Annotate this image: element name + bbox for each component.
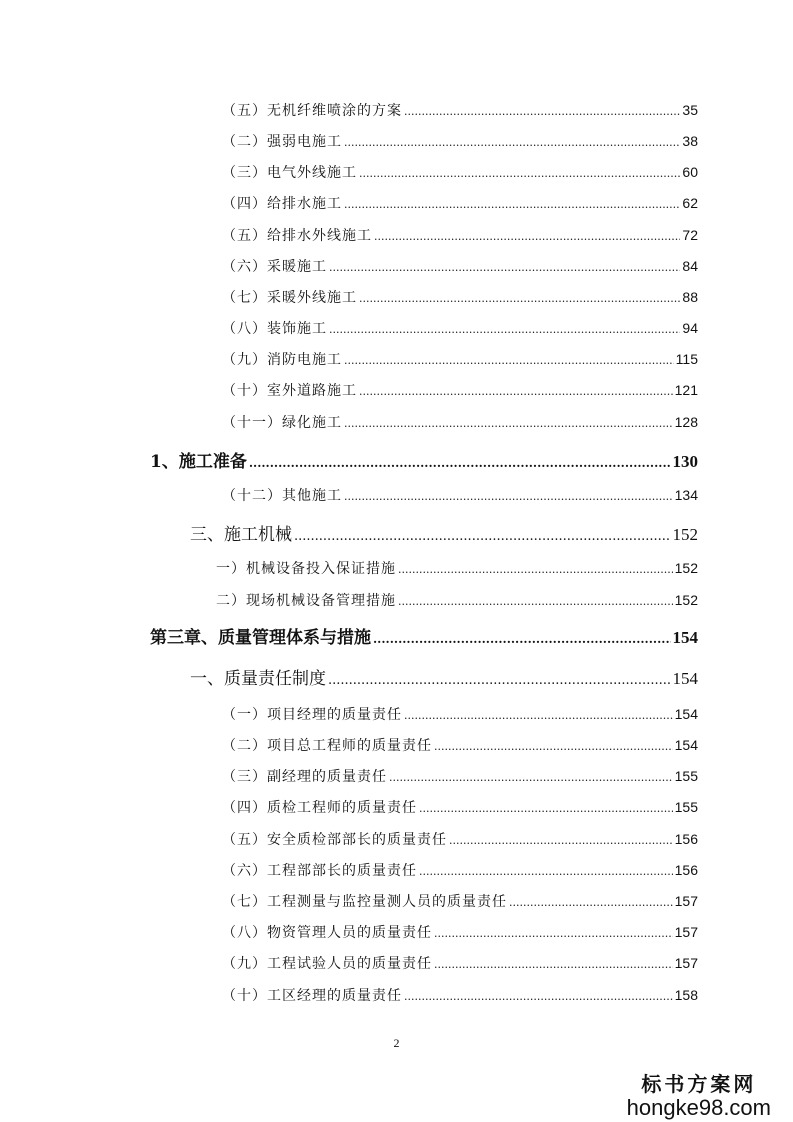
toc-entry[interactable] bbox=[222, 256, 698, 276]
toc-dot-leader bbox=[329, 261, 680, 274]
toc-entry[interactable] bbox=[150, 623, 698, 648]
toc-entry-title: （十一）绿化施工 bbox=[222, 415, 342, 431]
toc-entry[interactable] bbox=[222, 922, 698, 942]
toc-entry-title: 三、施工机械 bbox=[190, 525, 292, 545]
toc-entry-title: （八）物资管理人员的质量责任 bbox=[222, 925, 432, 941]
toc-entry[interactable] bbox=[222, 985, 698, 1005]
toc-entry-title: （四）质检工程师的质量责任 bbox=[222, 800, 417, 816]
toc-dot-leader bbox=[344, 354, 674, 367]
toc-entry-page-number: 155 bbox=[674, 799, 698, 815]
toc-dot-leader bbox=[434, 740, 673, 753]
toc-entry[interactable] bbox=[222, 318, 698, 338]
toc-entry-page-number: 152 bbox=[672, 525, 698, 544]
toc-entry-title: 第三章、质量管理体系与措施 bbox=[150, 628, 371, 648]
toc-entry-title: 二）现场机械设备管理措施 bbox=[216, 593, 396, 609]
toc-dot-leader bbox=[389, 771, 673, 784]
toc-dot-leader bbox=[404, 105, 680, 118]
watermark-url: hongke98.com bbox=[626, 1095, 771, 1120]
toc-entry[interactable] bbox=[222, 380, 698, 400]
toc-entry-page-number: 62 bbox=[682, 195, 698, 211]
toc-entry-title: （三）电气外线施工 bbox=[222, 165, 357, 181]
toc-entry[interactable] bbox=[190, 520, 698, 545]
toc-entry-page-number: 154 bbox=[672, 669, 698, 688]
toc-entry-title: （十）工区经理的质量责任 bbox=[222, 988, 402, 1004]
toc-entry-title: （八）装饰施工 bbox=[222, 321, 327, 337]
toc-entry-page-number: 155 bbox=[674, 768, 698, 784]
toc-entry[interactable] bbox=[222, 860, 698, 880]
toc-dot-leader bbox=[344, 198, 680, 211]
toc-entry-page-number: 35 bbox=[682, 102, 698, 118]
page-number: 2 bbox=[393, 1036, 400, 1050]
toc-entry-page-number: 94 bbox=[682, 320, 698, 336]
toc-entry[interactable] bbox=[222, 485, 698, 505]
toc-entry-title: （二）强弱电施工 bbox=[222, 134, 342, 150]
toc-entry[interactable] bbox=[222, 193, 698, 213]
toc-dot-leader bbox=[404, 990, 673, 1003]
toc-entry-title: 一）机械设备投入保证措施 bbox=[216, 561, 396, 577]
toc-entry-page-number: 157 bbox=[674, 955, 698, 971]
toc-entry[interactable] bbox=[222, 735, 698, 755]
toc-dot-leader bbox=[398, 595, 673, 608]
toc-entry-title: （一）项目经理的质量责任 bbox=[222, 707, 402, 723]
toc-entry[interactable] bbox=[222, 704, 698, 724]
toc-dot-leader bbox=[249, 456, 671, 470]
toc-entry-page-number: 156 bbox=[674, 831, 698, 847]
toc-entry[interactable] bbox=[150, 447, 698, 472]
toc-entry-page-number: 128 bbox=[674, 414, 698, 430]
toc-entry-page-number: 157 bbox=[674, 924, 698, 940]
toc-dot-leader bbox=[328, 673, 671, 688]
toc-dot-leader bbox=[434, 927, 673, 940]
toc-entry-page-number: 38 bbox=[682, 133, 698, 149]
toc-entry-page-number: 154 bbox=[674, 706, 698, 722]
toc-entry-title: 1、施工准备 bbox=[150, 452, 247, 472]
toc-entry-page-number: 157 bbox=[674, 893, 698, 909]
toc-entry-title: （四）给排水施工 bbox=[222, 196, 342, 212]
toc-entry[interactable] bbox=[222, 797, 698, 817]
toc-entry-title: （九）工程试验人员的质量责任 bbox=[222, 956, 432, 972]
toc-entry-page-number: 152 bbox=[674, 560, 698, 576]
toc-entry[interactable] bbox=[190, 664, 698, 689]
toc-entry-title: （九）消防电施工 bbox=[222, 352, 342, 368]
toc-entry[interactable] bbox=[222, 766, 698, 786]
toc-entry-title: （七）采暖外线施工 bbox=[222, 290, 357, 306]
toc-entry-page-number: 60 bbox=[682, 164, 698, 180]
toc-dot-leader bbox=[373, 632, 671, 646]
toc-entry[interactable] bbox=[222, 287, 698, 307]
toc-entry-page-number: 154 bbox=[672, 628, 698, 647]
toc-entry-page-number: 154 bbox=[674, 737, 698, 753]
toc-entry-page-number: 134 bbox=[674, 487, 698, 503]
toc-entry-title: （二）项目总工程师的质量责任 bbox=[222, 738, 432, 754]
toc-entry-title: （五）给排水外线施工 bbox=[222, 228, 372, 244]
toc-entry-page-number: 152 bbox=[674, 592, 698, 608]
toc-entry-title: （十）室外道路施工 bbox=[222, 383, 357, 399]
toc-entry-page-number: 88 bbox=[682, 289, 698, 305]
toc-entry-page-number: 84 bbox=[682, 258, 698, 274]
toc-entry[interactable] bbox=[222, 891, 698, 911]
toc-dot-leader bbox=[434, 958, 673, 971]
toc-dot-leader bbox=[294, 529, 671, 544]
toc-entry[interactable] bbox=[222, 162, 698, 182]
toc-entry-page-number: 72 bbox=[682, 227, 698, 243]
toc-entry[interactable] bbox=[222, 349, 698, 369]
toc-entry-title: （七）工程测量与监控量测人员的质量责任 bbox=[222, 894, 507, 910]
toc-entry-page-number: 130 bbox=[672, 452, 698, 471]
toc-entry-title: （六）采暖施工 bbox=[222, 259, 327, 275]
toc-entry[interactable] bbox=[222, 953, 698, 973]
toc-entry-title: （三）副经理的质量责任 bbox=[222, 769, 387, 785]
toc-dot-leader bbox=[344, 136, 680, 149]
toc-entry-title: （十二）其他施工 bbox=[222, 488, 342, 504]
toc-dot-leader bbox=[359, 292, 680, 305]
toc-entry[interactable] bbox=[222, 225, 698, 245]
toc-entry[interactable] bbox=[222, 412, 698, 432]
toc-dot-leader bbox=[398, 563, 673, 576]
toc-entry-page-number: 115 bbox=[675, 351, 698, 367]
watermark bbox=[627, 1068, 771, 1121]
toc-dot-leader bbox=[359, 167, 680, 180]
toc-dot-leader bbox=[374, 230, 680, 243]
toc-entry[interactable] bbox=[222, 131, 698, 151]
toc-entry[interactable] bbox=[222, 100, 698, 120]
toc-entry-title: （五）安全质检部部长的质量责任 bbox=[222, 832, 447, 848]
toc-entry[interactable] bbox=[216, 558, 698, 578]
toc-dot-leader bbox=[344, 417, 673, 430]
toc-dot-leader bbox=[344, 490, 673, 503]
toc-dot-leader bbox=[419, 865, 673, 878]
toc-entry-title: （五）无机纤维喷涂的方案 bbox=[222, 103, 402, 119]
toc-entry-page-number: 156 bbox=[674, 862, 698, 878]
toc-dot-leader bbox=[509, 896, 673, 909]
toc-dot-leader bbox=[419, 802, 673, 815]
toc-entry-title: （六）工程部部长的质量责任 bbox=[222, 863, 417, 879]
toc-dot-leader bbox=[359, 385, 673, 398]
toc-entry[interactable] bbox=[222, 829, 698, 849]
toc-entry-page-number: 121 bbox=[674, 382, 698, 398]
watermark-site-name: 标书方案网 bbox=[641, 1072, 757, 1096]
toc-dot-leader bbox=[449, 834, 673, 847]
toc-entry[interactable] bbox=[216, 590, 698, 610]
toc-dot-leader bbox=[329, 323, 680, 336]
toc-dot-leader bbox=[404, 709, 673, 722]
toc-entry-page-number: 158 bbox=[674, 987, 698, 1003]
toc-entry-title: 一、质量责任制度 bbox=[190, 669, 326, 689]
